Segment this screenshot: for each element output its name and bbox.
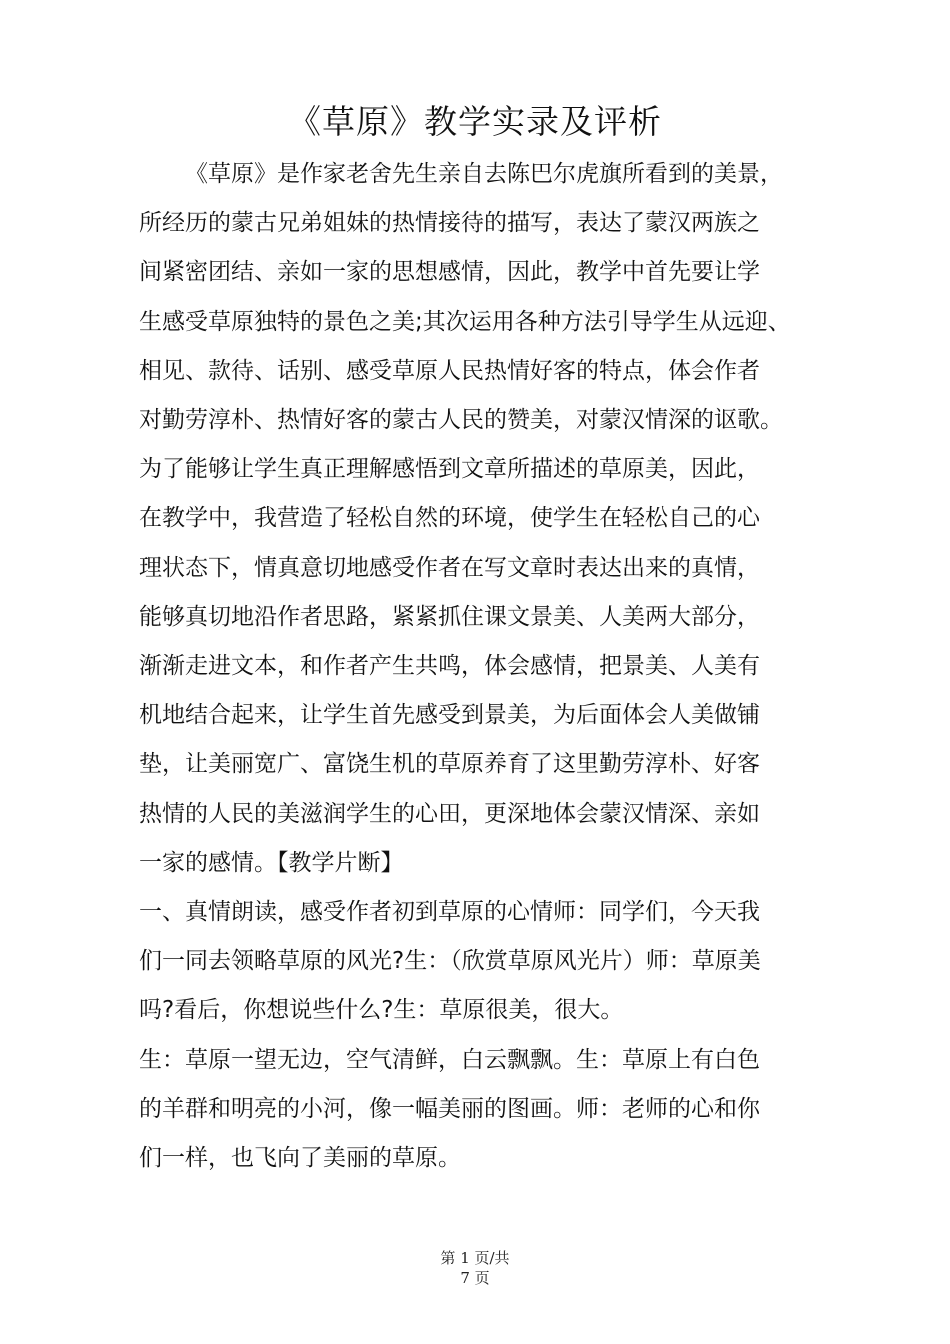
- body-line: 热情的人民的美滋润学生的心田，更深地体会蒙汉情深、亲如: [139, 800, 760, 827]
- body-line: 对勤劳淳朴、热情好客的蒙古人民的赞美，对蒙汉情深的讴歌。: [139, 407, 783, 434]
- page-footer: [0, 1248, 950, 1288]
- page-number-line-2: 7 页: [460, 1269, 490, 1287]
- body-line: 相见、款待、话别、感受草原人民热情好客的特点，体会作者: [139, 357, 760, 384]
- body-line: 理状态下，情真意切地感受作者在写文章时表达出来的真情，: [139, 554, 760, 581]
- body-line: 间紧密团结、亲如一家的思想感情，因此，教学中首先要让学: [139, 259, 760, 286]
- body-line: 们一同去领略草原的风光?生：（欣赏草原风光片）师：草原美: [139, 948, 761, 975]
- body-line: 《草原》是作家老舍先生亲自去陈巴尔虎旗所看到的美景，: [185, 161, 783, 187]
- body-line: 在教学中，我营造了轻松自然的环境，使学生在轻松自己的心: [139, 505, 760, 532]
- body-line: 生感受草原独特的景色之美;其次运用各种方法引导学生从远迎、: [139, 308, 791, 335]
- body-line: 生：草原一望无边，空气清鲜，白云飘飘。生：草原上有白色: [139, 1046, 760, 1073]
- body-line: 吗?看后，你想说些什么?生：草原很美，很大。: [139, 997, 624, 1024]
- document-title: 《草原》教学实录及评析: [288, 102, 662, 141]
- body-line: 渐渐走进文本，和作者产生共鸣，体会感情，把景美、人美有: [139, 653, 760, 680]
- body-line: 一、真情朗读，感受作者初到草原的心情师：同学们，今天我: [139, 899, 760, 926]
- body-line: 垫，让美丽宽广、富饶生机的草原养育了这里勤劳淳朴、好客: [139, 751, 760, 778]
- body-line: 能够真切地沿作者思路，紧紧抓住课文景美、人美两大部分，: [139, 603, 760, 630]
- body-line: 一家的感情。【教学片断】: [139, 849, 404, 876]
- document-body: [139, 150, 829, 1183]
- body-line: 的羊群和明亮的小河，像一幅美丽的图画。师：老师的心和你: [139, 1095, 760, 1122]
- page-number-line-1: 第 1 页/共: [440, 1249, 510, 1267]
- body-line: 机地结合起来，让学生首先感受到景美，为后面体会人美做铺: [139, 702, 760, 729]
- body-line: 为了能够让学生真正理解感悟到文章所描述的草原美，因此，: [139, 456, 760, 483]
- body-line: 们一样，也飞向了美丽的草原。: [139, 1145, 461, 1172]
- body-line: 所经历的蒙古兄弟姐妹的热情接待的描写，表达了蒙汉两族之: [139, 210, 760, 237]
